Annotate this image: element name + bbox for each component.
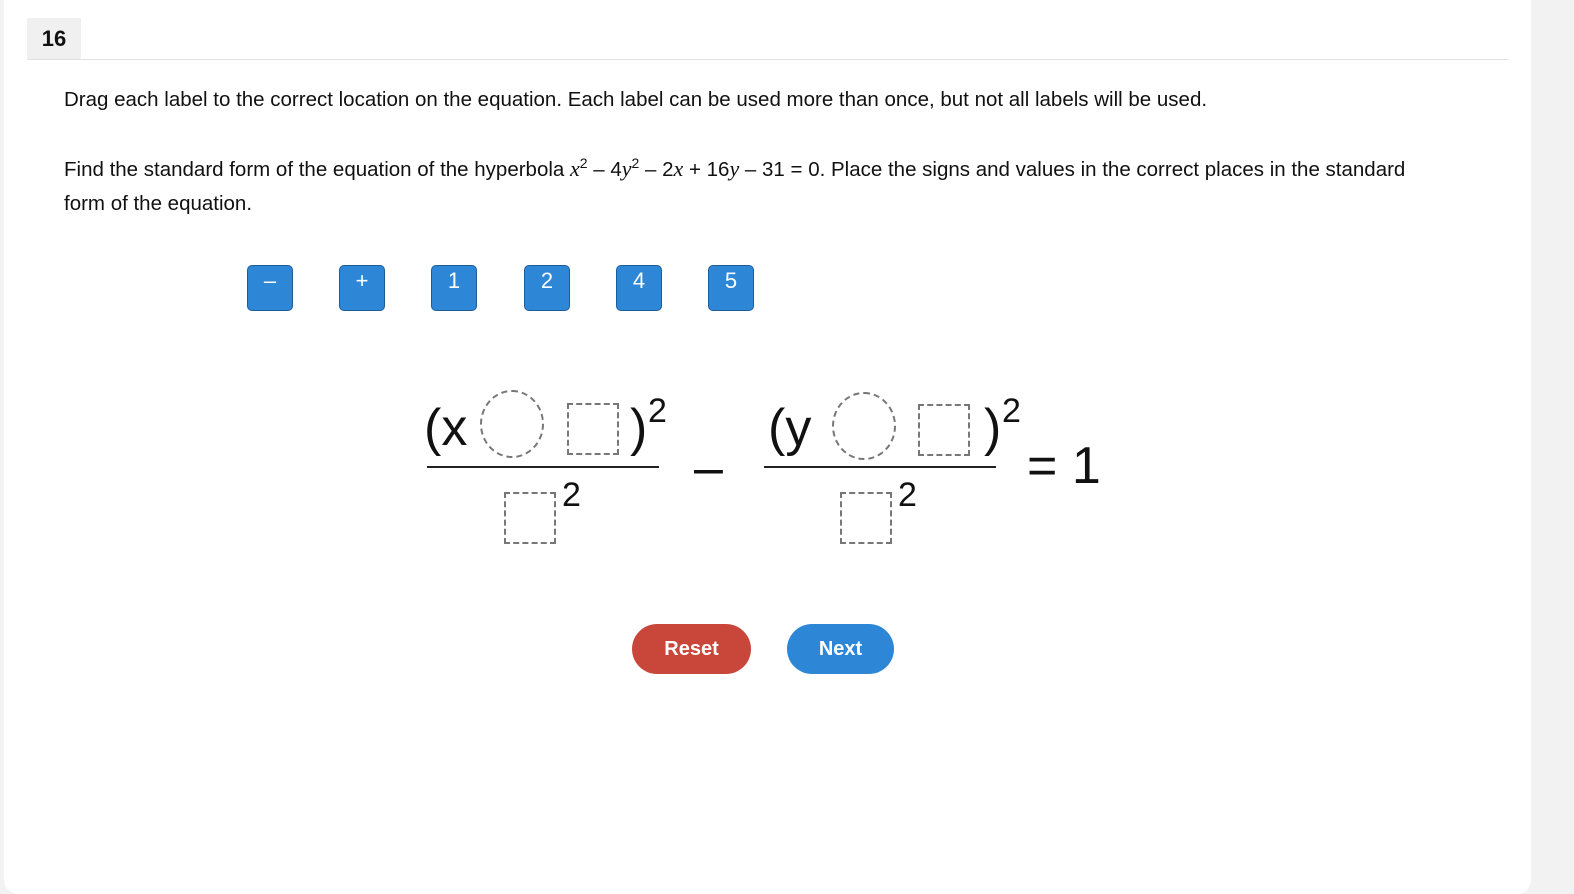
reset-button[interactable]: Reset [632, 624, 751, 674]
equation-equals-one: = 1 [1027, 437, 1101, 495]
prompt-var-y: y [621, 156, 632, 181]
right-fraction-bar [764, 466, 996, 468]
label-tile-5[interactable]: 5 [708, 265, 754, 311]
next-button[interactable]: Next [787, 624, 894, 674]
right-denominator-exponent: 2 [898, 476, 917, 514]
left-open-text: (x [424, 399, 468, 457]
prompt-before: Find the standard form of the equation of the hyperbola [64, 158, 570, 181]
left-numerator-open [424, 399, 468, 457]
right-numerator-open: (y [768, 399, 812, 457]
label-tile-2[interactable]: 2 [524, 265, 570, 311]
left-numerator-close: ) [630, 399, 648, 457]
right-value-drop-slot[interactable] [918, 404, 970, 456]
prompt-term-4: – 31 = 0. [739, 158, 826, 181]
right-numerator-exponent: 2 [1002, 392, 1021, 430]
left-denominator-drop-slot[interactable] [504, 492, 556, 544]
label-tile-1[interactable]: 1 [431, 265, 477, 311]
prompt-term-2: – 2 [639, 158, 674, 181]
right-denominator-drop-slot[interactable] [840, 492, 892, 544]
prompt-term-3: + 16 [683, 158, 730, 181]
left-denominator-exponent: 2 [562, 476, 581, 514]
prompt-var-y2: y [729, 156, 740, 181]
right-numerator-close: ) [984, 399, 1002, 457]
right-sign-drop-slot[interactable] [832, 392, 896, 460]
label-tile-4[interactable]: 4 [616, 265, 662, 311]
left-fraction-bar [427, 466, 659, 468]
instruction-text: Drag each label to the correct location on the equation. Each label can be used more than once, but not all labels will be used. [64, 88, 1208, 111]
prompt-var-x2: x [673, 156, 684, 181]
prompt-term-1: – 4 [587, 158, 622, 181]
left-numerator-exponent: 2 [648, 392, 667, 430]
question-number: 16 [27, 18, 81, 60]
equation-minus: – [694, 439, 723, 497]
divider [27, 59, 1509, 60]
label-tile-plus[interactable]: + [339, 265, 385, 311]
prompt-exp-2: 2 [631, 155, 640, 172]
label-tile-minus[interactable]: – [247, 265, 293, 311]
left-value-drop-slot[interactable] [567, 403, 619, 455]
prompt-after: Place the signs and values in the correct places in the standard form of the equation. [64, 158, 1406, 215]
question-prompt [64, 152, 1444, 221]
prompt-var-x: x [570, 156, 580, 181]
prompt-exp-1: 2 [579, 155, 588, 172]
left-sign-drop-slot[interactable] [480, 390, 544, 458]
